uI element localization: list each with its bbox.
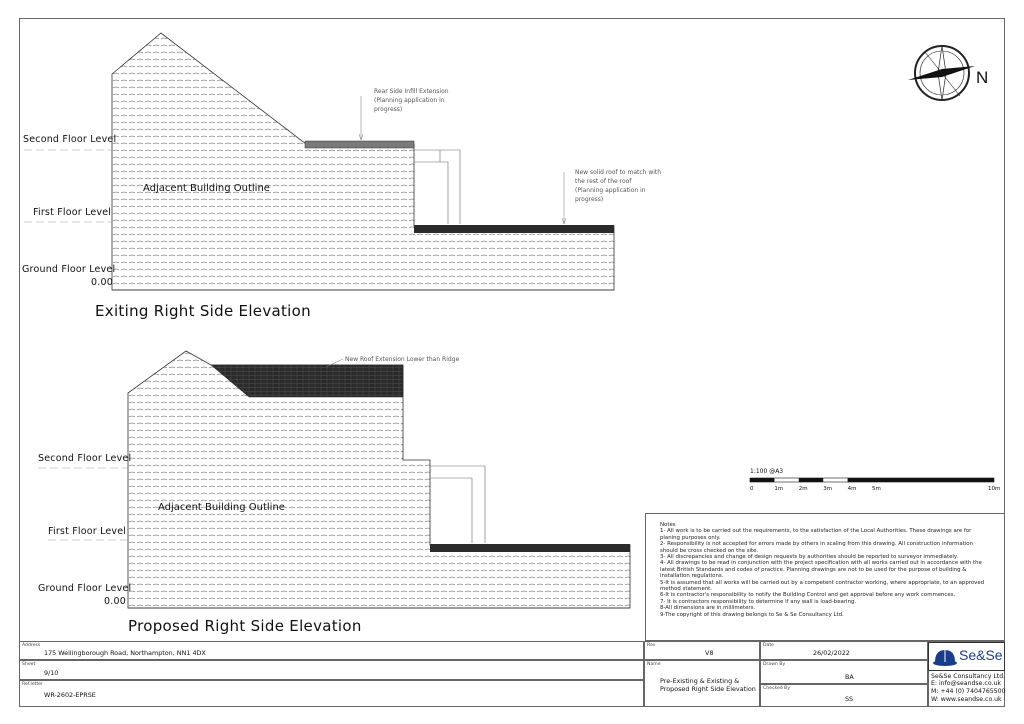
ref-value: WR-2602-EPRSE <box>44 691 96 699</box>
ref-label: Ref.letter <box>22 682 43 687</box>
proposed-elevation-title: Proposed Right Side Elevation <box>128 617 362 635</box>
title-block-date <box>760 641 928 660</box>
name-value-line1: Pre-Existing & Existing & <box>660 677 740 685</box>
scale-segment <box>848 478 872 482</box>
existing-solid-roof <box>414 225 614 233</box>
notes-heading: Notes <box>660 522 676 528</box>
company-email: E: info@seandse.co.uk <box>931 680 1001 687</box>
existing-callout-roof-2: the rest of the roof <box>575 178 632 185</box>
title-block-rev <box>644 641 760 660</box>
scale-segment <box>799 478 823 482</box>
existing-building-outline <box>112 33 614 290</box>
existing-infill-frame <box>414 150 460 224</box>
note-line: 5-It is assumed that all works will be carried out by a competent contractor working, where appropriate, to an approved <box>660 579 985 586</box>
existing-rear-infill-roof <box>305 141 414 148</box>
note-line: 3- All discrepancies and change of design requests by authorities should be reported to surveyor immediately. <box>660 554 959 561</box>
company-name: Se&Se Consultancy Ltd. <box>931 673 1006 680</box>
name-value-line2: Proposed Right Side Elevation <box>660 685 756 693</box>
north-arrow-icon <box>908 46 975 100</box>
existing-callout-roof-4: progress) <box>575 196 604 203</box>
notes-panel <box>645 513 1005 641</box>
address-value: 175 Wellingborough Road, Northampton, NN1 4DX <box>44 649 206 657</box>
date-value: 26/02/2022 <box>813 649 850 657</box>
checked-value: SS <box>845 695 854 703</box>
rev-value: V8 <box>705 649 714 657</box>
checked-label: Checked By <box>763 686 791 691</box>
title-block-ref <box>19 680 644 707</box>
scale-tick-label: 2m <box>798 486 808 492</box>
existing-adjacent-label: Adjacent Building Outline <box>143 183 270 194</box>
existing-callout-rear-2: (Planning application in <box>374 97 445 104</box>
drawn-value: BA <box>845 673 854 681</box>
note-line: installation regulations. <box>660 573 724 580</box>
proposed-datum-label: 0.00 <box>104 596 126 607</box>
existing-datum-label: 0.00 <box>91 277 113 288</box>
existing-first-floor-label: First Floor Level <box>33 207 112 218</box>
note-line: 1- All work is to be carried out the requirements, to the satisfaction of the Local Authorities. These drawings are for <box>660 528 972 535</box>
existing-elevation-title: Exiting Right Side Elevation <box>95 302 311 320</box>
proposed-ground-floor-label: Ground Floor Level <box>38 583 132 594</box>
note-line: latest British Standards and codes of practice. Planning drawings are not to be used for the purpose of building & <box>660 566 967 573</box>
existing-callout-rear-3: progress) <box>374 106 403 113</box>
scale-tick-label: 0 <box>750 486 754 492</box>
north-label: N <box>976 68 989 87</box>
title-block-sheet <box>19 660 644 680</box>
note-line: planing purposes only. <box>660 534 721 541</box>
existing-callout-rear-1: Rear Side Infill Extension <box>374 88 449 95</box>
existing-ground-floor-label: Ground Floor Level <box>22 264 116 275</box>
note-line: should be cross checked on the site. <box>660 547 759 554</box>
note-line: 6-It is contractor's responsibility to notify the Building Control and get approval before any work commences. <box>660 592 956 599</box>
title-block-address <box>19 641 644 660</box>
proposed-elevation <box>38 351 630 635</box>
scale-ticks <box>750 486 1000 492</box>
note-line: 9-The copyright of this drawing belongs to Se & Se Consultancy Ltd. <box>660 611 844 618</box>
company-phone: M: +44 (0) 7404765500 <box>931 688 1006 695</box>
title-block-drawn <box>760 660 928 684</box>
existing-callout-roof-1: New solid roof to match with <box>575 169 662 176</box>
proposed-adjacent-label: Adjacent Building Outline <box>158 502 285 513</box>
note-line: 7- It is contractors responsibility to determine if any wall is load-bearing. <box>660 598 857 605</box>
scale-segments <box>750 478 994 482</box>
sheet-label: Sheet <box>22 662 36 667</box>
proposed-infill-frame <box>430 466 485 543</box>
company-web: W: www.seandse.co.uk <box>931 696 1002 703</box>
scale-tick-label: 10m <box>988 486 1001 492</box>
scale-segment <box>872 478 994 482</box>
proposed-callout-roof: New Roof Extension Lower than Ridge <box>345 356 460 363</box>
rev-label: Rev <box>647 643 656 648</box>
note-line: method statement. <box>660 586 712 593</box>
date-label: Date <box>763 643 774 648</box>
scale-tick-label: 4m <box>847 486 857 492</box>
proposed-second-floor-label: Second Floor Level <box>38 453 132 464</box>
helmet-logo-icon <box>931 645 959 669</box>
scale-label: 1:100 @A3 <box>750 468 784 475</box>
existing-elevation <box>22 33 661 320</box>
name-label: Name <box>647 662 661 667</box>
scale-bar <box>750 468 1000 492</box>
title-block-checked <box>760 684 928 707</box>
title-block-name <box>644 660 760 707</box>
scale-tick-label: 1m <box>774 486 784 492</box>
proposed-solid-roof <box>430 544 630 552</box>
logo-text: Se&Se <box>959 647 1003 663</box>
existing-callout-roof-3: (Planning application in <box>575 187 646 194</box>
scale-segment <box>750 478 774 482</box>
existing-second-floor-label: Second Floor Level <box>23 134 117 145</box>
note-line: 8-All dimensions are in millimeters. <box>660 605 756 612</box>
note-line: 2- Responsibility is not accepted for errors made by others in scaling from this drawing. All construction information <box>660 541 974 548</box>
drawn-label: Drawn By <box>763 662 786 667</box>
scale-tick-label: 3m <box>823 486 833 492</box>
sheet-value: 9/10 <box>44 669 59 677</box>
address-label: Address <box>22 643 41 648</box>
scale-tick-label: 5m <box>872 486 881 492</box>
note-line: 4- All drawings to be read in conjunction with the project specification with all works carried out in accordance with the <box>660 560 982 567</box>
company-logo <box>928 642 1005 671</box>
proposed-first-floor-label: First Floor Level <box>48 526 127 537</box>
